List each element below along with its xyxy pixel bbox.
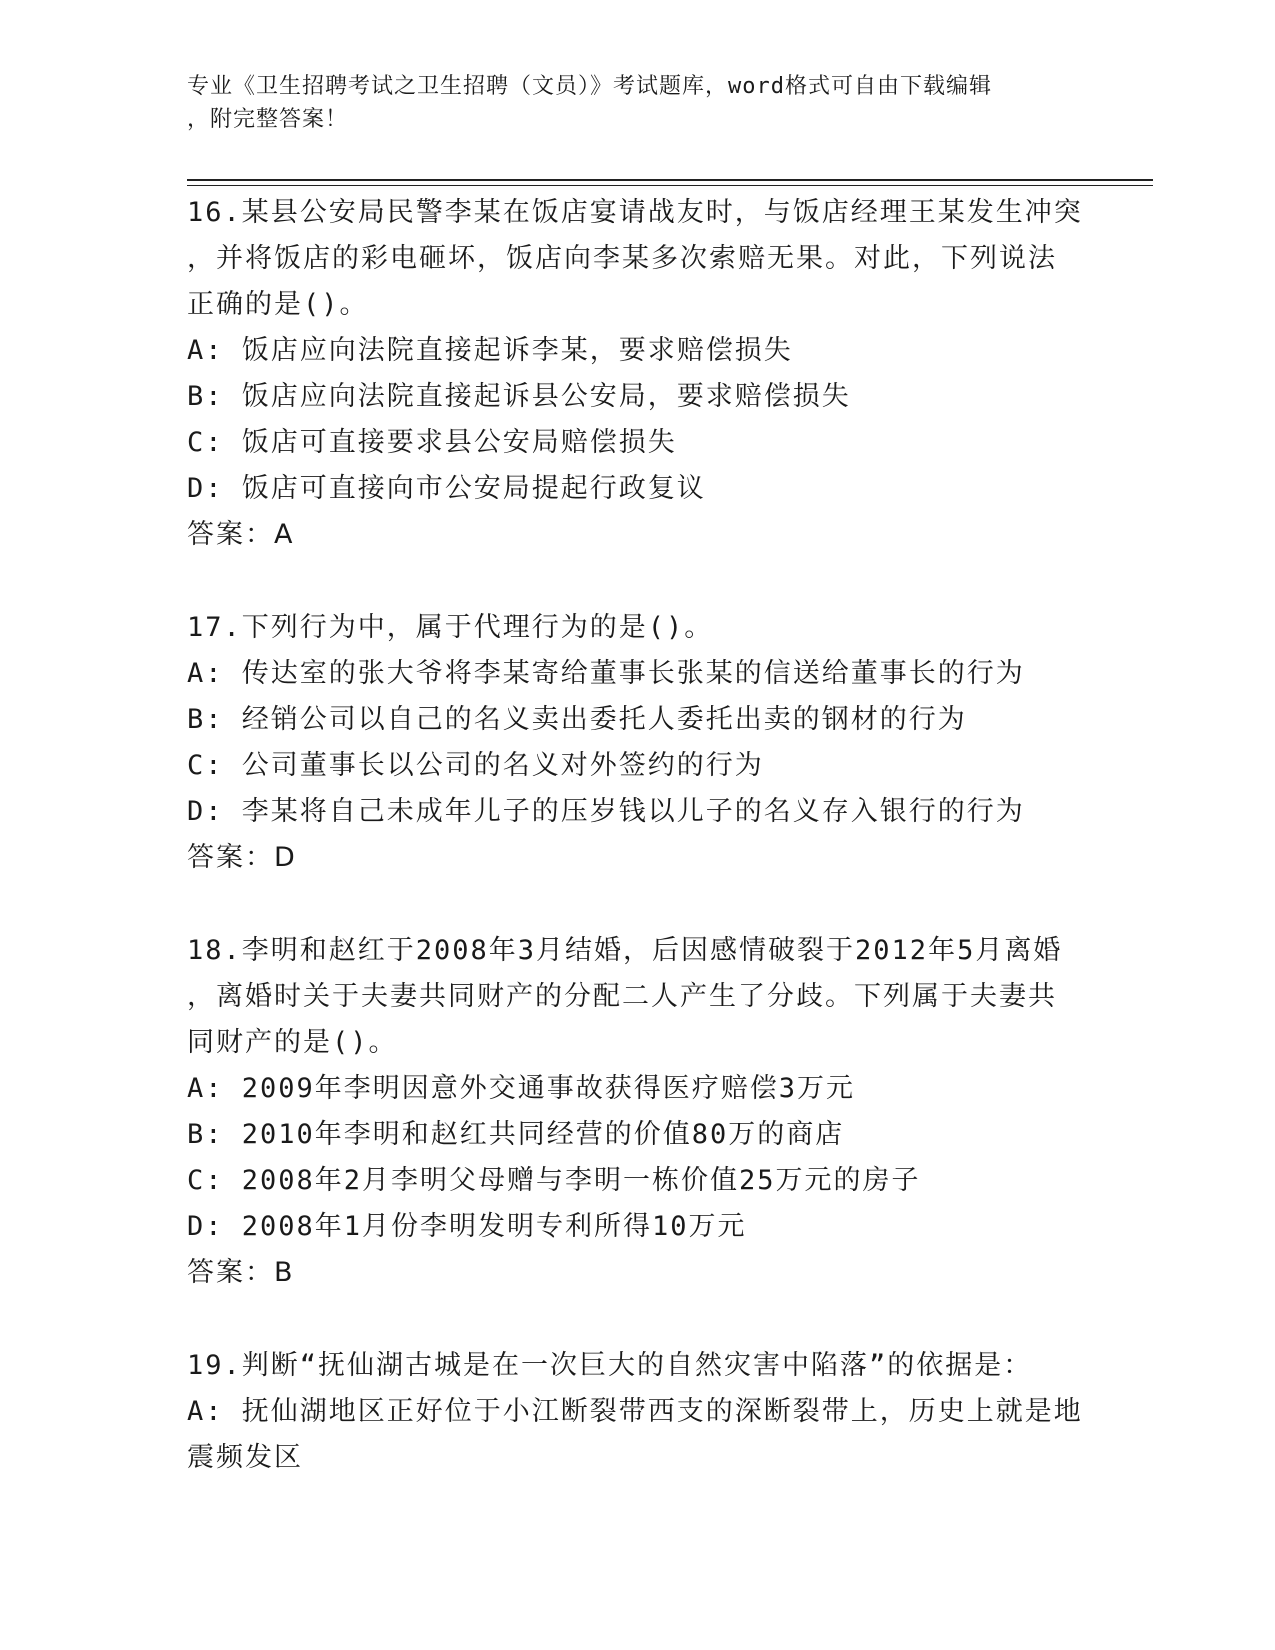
option-a: A: 抚仙湖地区正好位于小江断裂带西支的深断裂带上，历史上就是地 <box>187 1396 1083 1427</box>
question-text: 同财产的是()。 <box>187 1027 398 1058</box>
spacer <box>187 558 1087 605</box>
option-a-continued: 震频发区 <box>187 1442 303 1473</box>
question-text: 16.某县公安局民警李某在饭店宴请战友时，与饭店经理王某发生冲突 <box>187 197 1083 228</box>
answer-label: 答案：D <box>187 842 297 873</box>
answer-label: 答案：A <box>187 519 295 550</box>
question-text: 19.判断“抚仙湖古城是在一次巨大的自然灾害中陷落”的依据是： <box>187 1350 1033 1381</box>
answer-label: 答案：B <box>187 1257 295 1288</box>
question-19 <box>187 1343 1087 1481</box>
header-line-1: 专业《卫生招聘考试之卫生招聘（文员）》考试题库，word格式可自由下载编辑 <box>187 74 992 99</box>
question-18 <box>187 928 1087 1296</box>
option-b: B: 2010年李明和赵红共同经营的价值80万的商店 <box>187 1119 845 1150</box>
question-16 <box>187 190 1087 558</box>
question-text: 17.下列行为中，属于代理行为的是()。 <box>187 612 714 643</box>
option-d: D: 李某将自己未成年儿子的压岁钱以儿子的名义存入银行的行为 <box>187 796 1025 827</box>
document-header <box>187 70 1067 136</box>
option-c: C: 饭店可直接要求县公安局赔偿损失 <box>187 427 677 458</box>
option-a: A: 饭店应向法院直接起诉李某，要求赔偿损失 <box>187 335 793 366</box>
spacer <box>187 881 1087 928</box>
option-c: C: 公司董事长以公司的名义对外签约的行为 <box>187 750 764 781</box>
option-d: D: 饭店可直接向市公安局提起行政复议 <box>187 473 706 504</box>
question-list <box>187 190 1087 1481</box>
option-a: A: 2009年李明因意外交通事故获得医疗赔偿3万元 <box>187 1073 856 1104</box>
question-text: 正确的是()。 <box>187 289 369 320</box>
option-c: C: 2008年2月李明父母赠与李明一栋价值25万元的房子 <box>187 1165 921 1196</box>
option-a: A: 传达室的张大爷将李某寄给董事长张某的信送给董事长的行为 <box>187 658 1025 689</box>
question-text: 18.李明和赵红于2008年3月结婚，后因感情破裂于2012年5月离婚 <box>187 935 1063 966</box>
header-divider-thick <box>187 179 1153 181</box>
header-divider-thin <box>187 185 1153 186</box>
option-b: B: 经销公司以自己的名义卖出委托人委托出卖的钢材的行为 <box>187 704 967 735</box>
question-17 <box>187 605 1087 881</box>
option-d: D: 2008年1月份李明发明专利所得10万元 <box>187 1211 747 1242</box>
question-text: ，并将饭店的彩电砸坏，饭店向李某多次索赔无果。对此，下列说法 <box>187 243 1057 274</box>
option-b: B: 饭店应向法院直接起诉县公安局，要求赔偿损失 <box>187 381 851 412</box>
question-text: ，离婚时关于夫妻共同财产的分配二人产生了分歧。下列属于夫妻共 <box>187 981 1057 1012</box>
header-line-2: ，附完整答案！ <box>187 107 349 132</box>
spacer <box>187 1296 1087 1343</box>
